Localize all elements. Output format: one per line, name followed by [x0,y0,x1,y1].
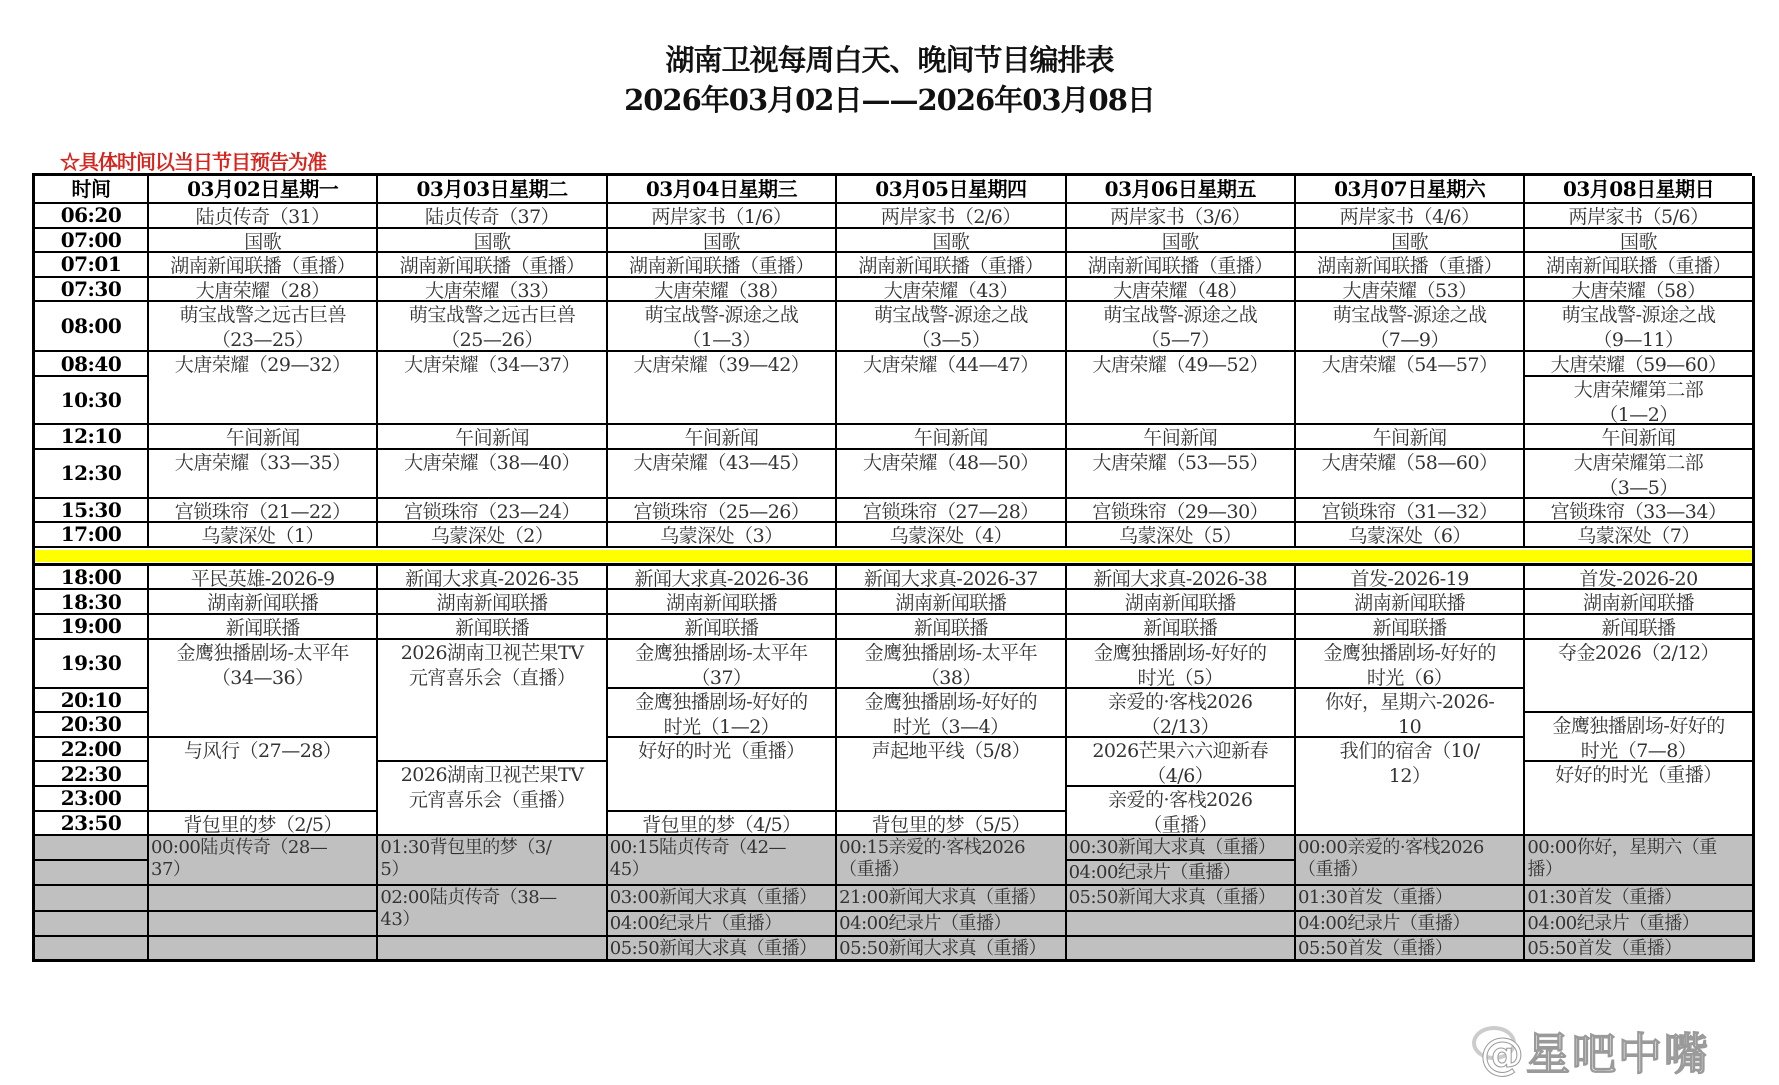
column-header-day: 03月08日星期日 [1525,176,1754,204]
program-cell[interactable]: 午间新闻 [1525,425,1754,450]
program-cell[interactable]: 大唐荣耀（33） [378,278,607,303]
column-header-day: 03月05日星期四 [837,176,1066,204]
column-header-day: 03月07日星期六 [1296,176,1525,204]
program-cell[interactable]: 金鹰独播剧场-好好的 时光（5） [1067,640,1296,689]
program-cell[interactable]: 萌宝战警-源途之战 （5—7） [1067,302,1296,352]
program-cell[interactable]: 宫锁珠帘（29—30） [1067,499,1296,524]
program-cell[interactable]: 新闻大求真-2026-38 [1067,566,1296,591]
late-night-program-cell[interactable]: 01:30首发（重播） [1525,886,1754,911]
time-slot-label: 18:00 [35,566,149,591]
column-header-day: 03月02日星期一 [149,176,378,204]
program-cell[interactable]: 湖南新闻联播（重播） [1296,253,1525,278]
time-slot-label: 07:00 [35,229,149,254]
program-cell[interactable]: 大唐荣耀（58—60） [1296,450,1525,499]
program-cell[interactable]: 2026芒果六六迎新春 （4/6） [1067,738,1296,787]
program-cell[interactable]: 背包里的梦（5/5） [837,812,1066,837]
late-night-program-cell[interactable]: 00:00你好，星期六（重 播） [1525,836,1754,886]
program-cell[interactable]: 萌宝战警-源途之战 （3—5） [837,302,1066,352]
late-night-program-cell[interactable]: 05:50新闻大求真（重播） [1067,886,1296,911]
late-night-program-cell[interactable]: 04:00纪录片（重播） [837,912,1066,937]
program-cell[interactable]: 新闻联播 [149,615,378,640]
program-cell[interactable]: 乌蒙深处（2） [378,523,607,548]
program-cell[interactable]: 两岸家书（3/6） [1067,204,1296,229]
program-cell[interactable]: 你好，星期六-2026- 10 [1296,689,1525,738]
late-night-program-cell[interactable]: 04:00纪录片（重播） [1067,861,1296,886]
program-cell[interactable]: 金鹰独播剧场-太平年 （34—36） [149,640,378,738]
program-cell[interactable]: 好好的时光（重播） [608,738,837,812]
program-cell[interactable]: 大唐荣耀（49—52） [1067,352,1296,425]
program-cell[interactable]: 湖南新闻联播 [608,590,837,615]
program-cell[interactable]: 湖南新闻联播（重播） [837,253,1066,278]
program-cell[interactable]: 大唐荣耀（29—32） [149,352,378,425]
program-cell[interactable]: 乌蒙深处（4） [837,523,1066,548]
time-slot-label: 07:01 [35,253,149,278]
program-cell[interactable]: 午间新闻 [378,425,607,450]
time-slot-label: 20:10 [35,689,149,714]
program-cell[interactable]: 萌宝战警之远古巨兽 （25—26） [378,302,607,352]
program-cell[interactable]: 大唐荣耀（54—57） [1296,352,1525,425]
program-cell[interactable]: 湖南新闻联播（重播） [149,253,378,278]
program-cell[interactable]: 金鹰独播剧场-好好的 时光（1—2） [608,689,837,738]
late-night-program-cell[interactable]: 00:15亲爱的·客栈2026 （重播） [837,836,1066,886]
program-cell[interactable]: 新闻联播 [837,615,1066,640]
late-night-program-cell[interactable]: 01:30背包里的梦（3/ 5） [378,836,607,886]
program-cell[interactable]: 大唐荣耀（38） [608,278,837,303]
late-night-program-cell[interactable]: 02:00陆贞传奇（38— 43） [378,886,607,936]
page-title: 湖南卫视每周白天、晚间节目编排表 [665,43,1114,77]
program-cell[interactable]: 新闻联播 [1067,615,1296,640]
time-slot-label: 19:30 [35,640,149,689]
program-cell[interactable]: 宫锁珠帘（23—24） [378,499,607,524]
late-night-program-cell[interactable] [149,886,378,911]
program-cell[interactable]: 大唐荣耀（34—37） [378,352,607,425]
column-header-day: 03月04日星期三 [608,176,837,204]
late-night-program-cell[interactable]: 04:00纪录片（重播） [1296,912,1525,937]
time-slot-label: 12:10 [35,425,149,450]
program-cell[interactable]: 湖南新闻联播（重播） [1525,253,1754,278]
late-night-program-cell[interactable] [149,937,378,962]
program-cell[interactable]: 陆贞传奇（37） [378,204,607,229]
late-night-program-cell[interactable]: 05:50首发（重播） [1525,937,1754,962]
program-cell[interactable]: 好好的时光（重播） [1525,762,1754,836]
program-cell[interactable]: 大唐荣耀（59—60） [1525,352,1754,377]
program-cell[interactable]: 宫锁珠帘（25—26） [608,499,837,524]
time-slot-label: 06:20 [35,204,149,229]
program-cell[interactable]: 湖南新闻联播 [378,590,607,615]
program-cell[interactable]: 新闻联播 [1296,615,1525,640]
program-cell[interactable]: 大唐荣耀（44—47） [837,352,1066,425]
time-slot-label: 20:30 [35,713,149,738]
program-cell[interactable]: 萌宝战警-源途之战 （7—9） [1296,302,1525,352]
program-cell[interactable]: 与风行（27—28） [149,738,378,812]
program-cell[interactable]: 宫锁珠帘（33—34） [1525,499,1754,524]
late-night-program-cell[interactable]: 00:15陆贞传奇（42— 45） [608,836,837,886]
late-night-program-cell[interactable]: 21:00新闻大求真（重播） [837,886,1066,911]
late-night-program-cell[interactable] [1067,912,1296,937]
late-night-program-cell[interactable]: 00:30新闻大求真（重播） [1067,836,1296,861]
program-cell[interactable]: 午间新闻 [608,425,837,450]
late-night-time-cell [35,836,149,861]
time-slot-label: 17:00 [35,523,149,548]
program-cell[interactable]: 大唐荣耀（28） [149,278,378,303]
program-cell[interactable]: 萌宝战警之远古巨兽 （23—25） [149,302,378,352]
program-cell[interactable]: 夺金2026（2/12） [1525,640,1754,714]
program-cell[interactable]: 两岸家书（2/6） [837,204,1066,229]
program-cell[interactable]: 国歌 [1067,229,1296,254]
late-night-program-cell[interactable] [378,937,607,962]
late-night-program-cell[interactable] [149,912,378,937]
time-slot-label: 23:50 [35,812,149,837]
program-cell[interactable]: 大唐荣耀（53） [1296,278,1525,303]
program-cell[interactable]: 乌蒙深处（5） [1067,523,1296,548]
program-cell[interactable]: 首发-2026-20 [1525,566,1754,591]
late-night-program-cell[interactable]: 04:00纪录片（重播） [1525,912,1754,937]
program-cell[interactable]: 新闻联播 [378,615,607,640]
late-night-program-cell[interactable]: 05:50新闻大求真（重播） [608,937,837,962]
program-cell[interactable]: 平民英雄-2026-9 [149,566,378,591]
program-cell[interactable]: 萌宝战警-源途之战 （9—11） [1525,302,1754,352]
program-cell[interactable]: 大唐荣耀（48—50） [837,450,1066,499]
column-header-day: 03月03日星期二 [378,176,607,204]
late-night-time-cell [35,886,149,911]
program-cell[interactable]: 两岸家书（5/6） [1525,204,1754,229]
program-cell[interactable]: 亲爱的·客栈2026 （重播） [1067,787,1296,836]
program-cell[interactable]: 背包里的梦（2/5） [149,812,378,837]
program-cell[interactable]: 亲爱的·客栈2026 （2/13） [1067,689,1296,738]
program-cell[interactable]: 新闻大求真-2026-36 [608,566,837,591]
program-cell[interactable]: 国歌 [1296,229,1525,254]
program-cell[interactable]: 新闻联播 [608,615,837,640]
program-cell[interactable]: 午间新闻 [149,425,378,450]
time-slot-label: 10:30 [35,377,149,425]
program-cell[interactable]: 湖南新闻联播（重播） [608,253,837,278]
program-cell[interactable]: 大唐荣耀第二部 （1—2） [1525,377,1754,425]
day-evening-divider [35,548,1755,566]
late-night-program-cell[interactable]: 05:50首发（重播） [1296,937,1525,962]
watermark: @星吧中嘴 [1480,1029,1710,1080]
time-slot-label: 08:40 [35,352,149,377]
program-cell[interactable]: 午间新闻 [837,425,1066,450]
program-cell[interactable]: 乌蒙深处（7） [1525,523,1754,548]
time-slot-label: 12:30 [35,450,149,499]
program-cell[interactable]: 2026湖南卫视芒果TV 元宵喜乐会（重播） [378,762,607,836]
program-cell[interactable]: 陆贞传奇（31） [149,204,378,229]
program-cell[interactable]: 宫锁珠帘（27—28） [837,499,1066,524]
late-night-program-cell[interactable] [1067,937,1296,962]
program-cell[interactable]: 大唐荣耀（33—35） [149,450,378,499]
program-cell[interactable]: 大唐荣耀（58） [1525,278,1754,303]
program-cell[interactable]: 宫锁珠帘（21—22） [149,499,378,524]
late-night-time-cell [35,937,149,962]
program-cell[interactable]: 午间新闻 [1296,425,1525,450]
program-cell[interactable]: 金鹰独播剧场-好好的 时光（6） [1296,640,1525,689]
program-cell[interactable]: 金鹰独播剧场-太平年 （37） [608,640,837,689]
program-cell[interactable]: 大唐荣耀（53—55） [1067,450,1296,499]
program-cell[interactable]: 国歌 [149,229,378,254]
program-cell[interactable]: 湖南新闻联播（重播） [1067,253,1296,278]
column-header-day: 03月06日星期五 [1067,176,1296,204]
program-cell[interactable]: 2026湖南卫视芒果TV 元宵喜乐会（直播） [378,640,607,763]
program-cell[interactable]: 声起地平线（5/8） [837,738,1066,812]
program-cell[interactable]: 宫锁珠帘（31—32） [1296,499,1525,524]
time-slot-label: 15:30 [35,499,149,524]
program-cell[interactable]: 大唐荣耀（48） [1067,278,1296,303]
program-cell[interactable]: 大唐荣耀第二部 （3—5） [1525,450,1754,499]
time-slot-label: 08:00 [35,302,149,352]
program-cell[interactable]: 午间新闻 [1067,425,1296,450]
program-cell[interactable]: 新闻大求真-2026-35 [378,566,607,591]
program-cell[interactable]: 首发-2026-19 [1296,566,1525,591]
program-cell[interactable]: 萌宝战警-源途之战 （1—3） [608,302,837,352]
late-night-program-cell[interactable]: 01:30首发（重播） [1296,886,1525,911]
program-cell[interactable]: 金鹰独播剧场-太平年 （38） [837,640,1066,689]
program-cell[interactable]: 国歌 [608,229,837,254]
schedule-table [32,173,1752,962]
program-cell[interactable]: 新闻联播 [1525,615,1754,640]
program-cell[interactable]: 湖南新闻联播（重播） [378,253,607,278]
late-night-program-cell[interactable]: 03:00新闻大求真（重播） [608,886,837,911]
schedule-note: ☆具体时间以当日节目预告为准 [60,150,326,174]
time-slot-label: 19:00 [35,615,149,640]
program-cell[interactable]: 乌蒙深处（3） [608,523,837,548]
program-cell[interactable]: 湖南新闻联播 [1525,590,1754,615]
time-slot-label: 07:30 [35,278,149,303]
program-cell[interactable]: 两岸家书（1/6） [608,204,837,229]
late-night-program-cell[interactable]: 05:50新闻大求真（重播） [837,937,1066,962]
program-cell[interactable]: 国歌 [378,229,607,254]
program-cell[interactable]: 国歌 [837,229,1066,254]
program-cell[interactable]: 湖南新闻联播 [149,590,378,615]
late-night-program-cell[interactable]: 00:00亲爱的·客栈2026 （重播） [1296,836,1525,886]
program-cell[interactable]: 金鹰独播剧场-好好的 时光（3—4） [837,689,1066,738]
late-night-time-cell [35,861,149,886]
program-cell[interactable]: 大唐荣耀（43—45） [608,450,837,499]
program-cell[interactable]: 乌蒙深处（1） [149,523,378,548]
program-cell[interactable]: 湖南新闻联播 [1296,590,1525,615]
program-cell[interactable]: 大唐荣耀（43） [837,278,1066,303]
time-slot-label: 23:00 [35,787,149,812]
program-cell[interactable]: 湖南新闻联播 [837,590,1066,615]
program-cell[interactable]: 乌蒙深处（6） [1296,523,1525,548]
date-range: 2026年03月02日——2026年03月08日 [624,83,1155,117]
program-cell[interactable]: 背包里的梦（4/5） [608,812,837,837]
program-cell[interactable]: 湖南新闻联播 [1067,590,1296,615]
time-slot-label: 18:30 [35,590,149,615]
time-slot-label: 22:00 [35,738,149,763]
late-night-program-cell[interactable]: 04:00纪录片（重播） [608,912,837,937]
late-night-time-cell [35,912,149,937]
program-cell[interactable]: 新闻大求真-2026-37 [837,566,1066,591]
program-cell[interactable]: 我们的宿舍（10/ 12） [1296,738,1525,836]
program-cell[interactable]: 国歌 [1525,229,1754,254]
program-cell[interactable]: 两岸家书（4/6） [1296,204,1525,229]
program-cell[interactable]: 大唐荣耀（39—42） [608,352,837,425]
column-header-time: 时间 [35,176,149,204]
program-cell[interactable]: 大唐荣耀（38—40） [378,450,607,499]
time-slot-label: 22:30 [35,762,149,787]
late-night-program-cell[interactable]: 00:00陆贞传奇（28— 37） [149,836,378,886]
program-cell[interactable]: 金鹰独播剧场-好好的 时光（7—8） [1525,713,1754,762]
